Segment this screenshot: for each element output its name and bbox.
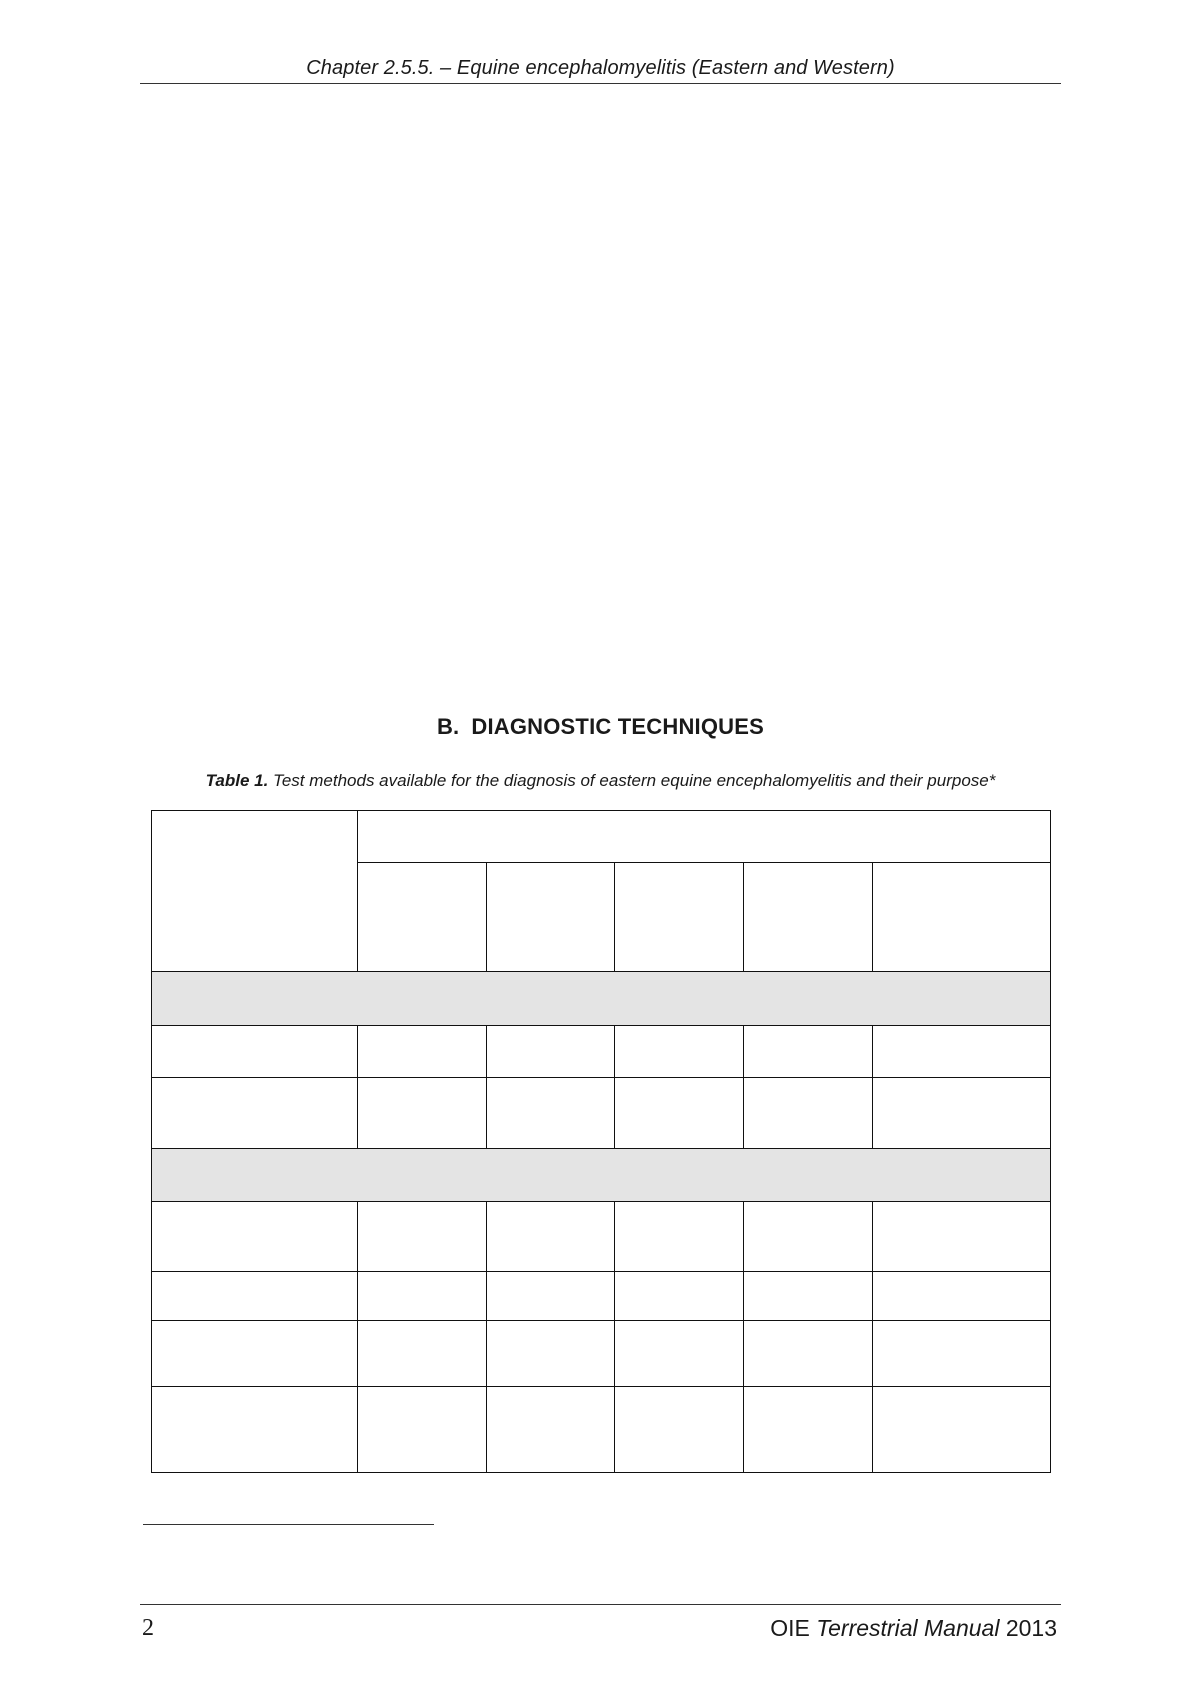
page-number: 2 [142,1615,154,1641]
table-cell [487,1202,615,1272]
table-cell [152,1321,358,1387]
table-cell [744,1272,873,1321]
table-row [152,1387,1051,1473]
method-header-cell [152,811,358,972]
table-cell [358,1321,487,1387]
table-cell [744,1202,873,1272]
table-cell [873,1321,1051,1387]
table-cell [873,1387,1051,1473]
table-cell [744,1387,873,1473]
table-cell [615,1078,744,1149]
table-row [152,1026,1051,1078]
table-cell [744,1321,873,1387]
table-row [152,1078,1051,1149]
table-cell [152,1026,358,1078]
table-cell [487,1078,615,1149]
table-cell [358,1078,487,1149]
section-heading: DIAGNOSTIC TECHNIQUES [471,714,765,739]
table-header-row [152,811,1051,863]
test-methods-table [151,810,1051,1473]
purpose-subheader-cell [873,863,1051,972]
table-caption-label: Table 1. [205,771,269,790]
table-cell [744,1026,873,1078]
table-cell [615,1202,744,1272]
table-cell [152,1202,358,1272]
table-cell [358,1026,487,1078]
table-cell [358,1272,487,1321]
table-cell [487,1321,615,1387]
table-caption-text: Test methods available for the diagnosis of eastern equine encephalomyelitis and their purpose* [273,771,996,790]
footnote-separator [143,1524,434,1525]
table-cell [358,1387,487,1473]
section-title [140,713,1061,741]
purpose-header-cell [358,811,1051,863]
table-cell [615,1272,744,1321]
table-cell [873,1202,1051,1272]
table-cell [615,1321,744,1387]
section-band-cell [152,972,1051,1026]
section-band-cell [152,1149,1051,1202]
footer-rule [140,1604,1061,1605]
footer-manual-name: Terrestrial Manual [816,1615,1000,1641]
table-cell [487,1026,615,1078]
table-cell [873,1272,1051,1321]
table-cell [615,1387,744,1473]
table-section-band [152,1149,1051,1202]
running-header: Chapter 2.5.5. – Equine encephalomyelitis (Eastern and Western) [306,57,895,79]
header-rule [140,83,1061,84]
footer-publisher: OIE [770,1615,810,1641]
table-cell [744,1078,873,1149]
table-cell [873,1026,1051,1078]
purpose-subheader-cell [615,863,744,972]
table-row [152,1202,1051,1272]
table-cell [358,1202,487,1272]
table-caption [140,770,1061,792]
purpose-subheader-cell [744,863,873,972]
table-row [152,1272,1051,1321]
table-cell [152,1387,358,1473]
purpose-subheader-cell [358,863,487,972]
table-section-band [152,972,1051,1026]
purpose-subheader-cell [487,863,615,972]
table-cell [152,1272,358,1321]
footer-publication-title [770,1614,1057,1642]
footer-year: 2013 [1005,1615,1057,1641]
table-row [152,1321,1051,1387]
table-cell [487,1387,615,1473]
section-letter: B. [436,714,460,739]
table-cell [873,1078,1051,1149]
table-cell [487,1272,615,1321]
table-cell [152,1078,358,1149]
table-cell [615,1026,744,1078]
